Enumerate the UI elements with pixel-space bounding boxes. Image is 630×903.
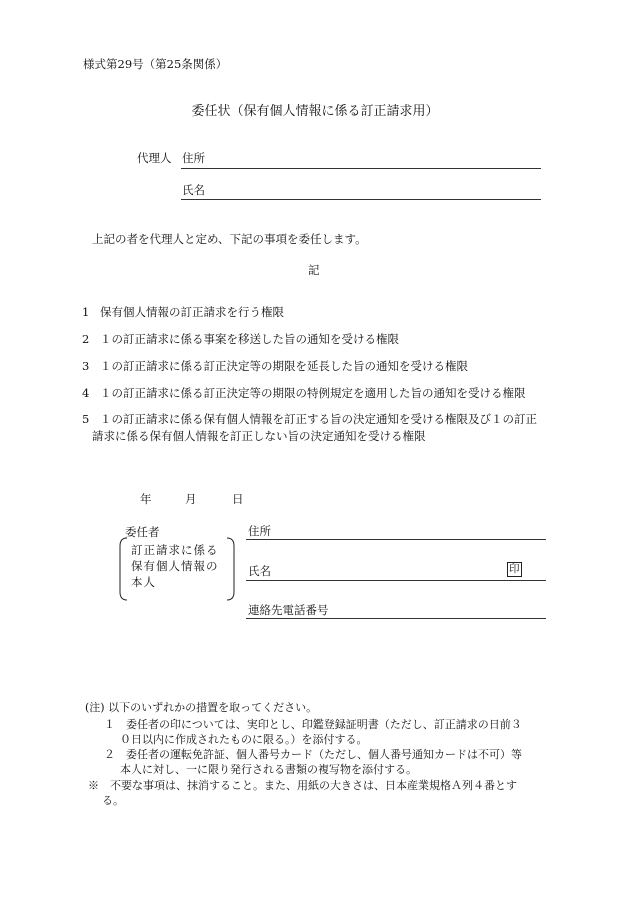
item-number: 4 — [82, 386, 90, 400]
seal-mark: 印 — [509, 563, 520, 575]
principal-name-line — [246, 580, 546, 581]
item-text: １の訂正請求に係る保有個人情報を訂正する旨の決定通知を受ける権限及び１の訂正 — [100, 412, 537, 426]
agent-address-label: 住所 — [182, 151, 205, 165]
item-text: １の訂正請求に係る事案を移送した旨の通知を受ける権限 — [100, 332, 399, 346]
item-5-continuation: 請求に係る保有個人情報を訂正しない旨の決定通知を受ける権限 — [92, 429, 426, 443]
item-4 — [82, 385, 526, 401]
ki-heading: 記 — [308, 263, 320, 277]
date-month: 月 — [185, 492, 197, 506]
note-3-line-1: ※ 不要な事項は、抹消すること。また、用紙の大きさは、日本産業規格Ａ列４番とす — [88, 779, 517, 792]
principal-label: 委任者 — [125, 525, 160, 539]
principal-address-line — [246, 539, 546, 540]
item-2 — [82, 331, 399, 347]
notes-heading: (注) 以下のいずれかの措置を取ってください。 — [85, 701, 318, 714]
note-1-line-2: ０日以内に作成されたものに限る。）を添付する。 — [120, 733, 368, 746]
principal-phone-label: 連絡先電話番号 — [248, 603, 329, 617]
principal-address-label: 住所 — [248, 524, 271, 538]
date-year: 年 — [140, 492, 152, 506]
item-text: １の訂正請求に係る訂正決定等の期限を延長した旨の通知を受ける権限 — [100, 359, 468, 373]
principal-name-label: 氏名 — [248, 564, 271, 578]
item-1 — [82, 304, 284, 320]
note-2-line-2: 本人に対し、一に限り発行される書類の複写物を添付する。 — [120, 763, 417, 776]
item-3 — [82, 358, 468, 374]
principal-phone-line — [246, 618, 546, 619]
agent-name-line — [181, 199, 541, 200]
form-number: 様式第29号（第25条関係） — [83, 57, 228, 71]
item-number: 1 — [82, 305, 90, 319]
document-title: 委任状（保有個人情報に係る訂正請求用） — [191, 104, 439, 119]
agent-name-label: 氏名 — [182, 183, 205, 197]
bracket-line-2: 保有個人情報の — [131, 559, 219, 573]
note-3-line-2: る。 — [102, 794, 124, 807]
note-1-line-1: １ 委任者の印については、実印とし、印鑑登録証明書（ただし、訂正請求の日前３ — [104, 718, 522, 731]
bracket-line-3: 本人 — [131, 575, 156, 589]
agent-address-line — [181, 168, 541, 169]
item-text: 保有個人情報の訂正請求を行う権限 — [100, 305, 284, 319]
agent-label: 代理人 — [137, 151, 172, 165]
note-2-line-1: ２ 委任者の運転免許証、個人番号カード（ただし、個人番号通知カードは不可）等 — [104, 748, 522, 761]
item-number: 5 — [82, 412, 90, 426]
item-number: 3 — [82, 359, 90, 373]
date-day: 日 — [232, 492, 244, 506]
item-text: １の訂正請求に係る訂正決定等の期限の特例規定を適用した旨の通知を受ける権限 — [100, 386, 526, 400]
intro-text: 上記の者を代理人と定め、下記の事項を委任します。 — [92, 232, 367, 246]
item-5 — [82, 411, 537, 427]
bracket-line-1: 訂正請求に係る — [131, 543, 219, 557]
item-number: 2 — [82, 332, 90, 346]
